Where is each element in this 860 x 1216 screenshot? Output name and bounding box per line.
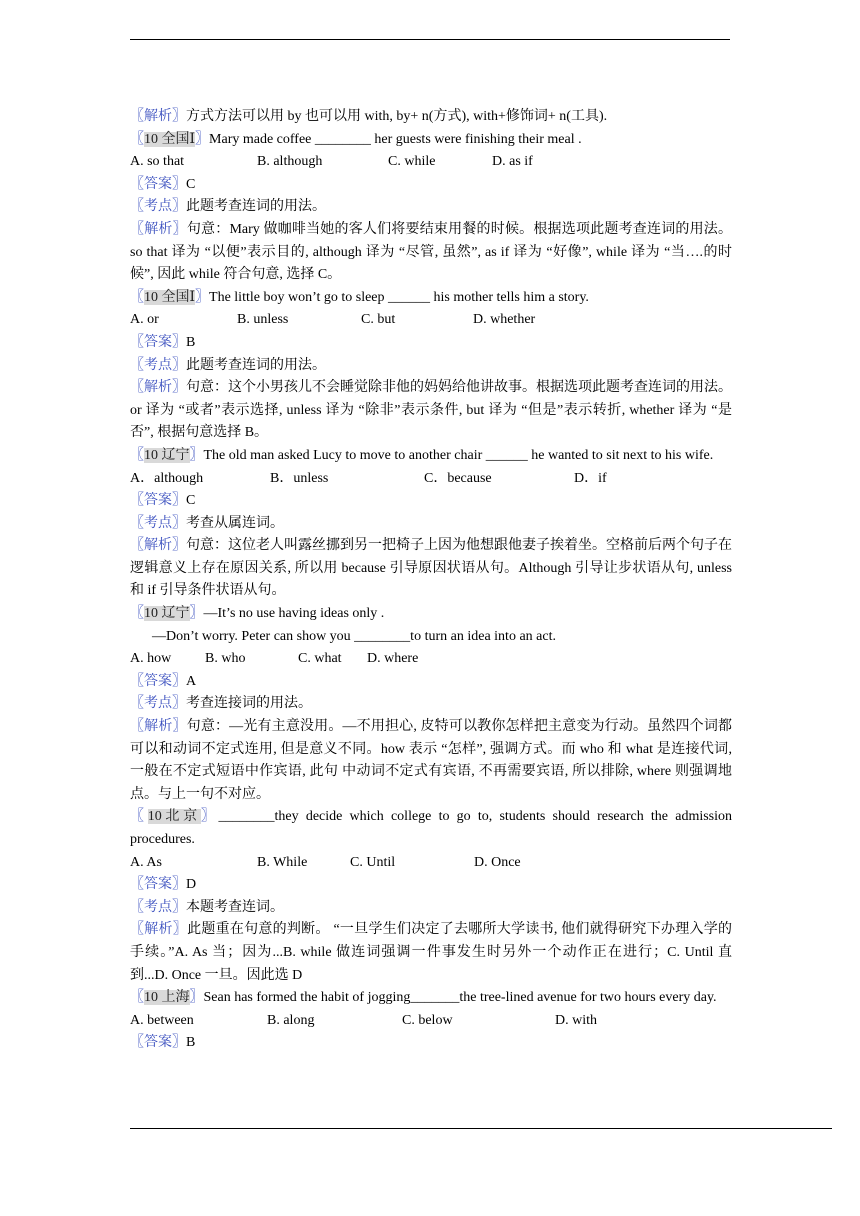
answer-tag: 〖答案〗	[130, 673, 186, 689]
point-text: 此题考查连词的用法。	[186, 199, 326, 215]
options-row	[130, 151, 732, 174]
close-bracket: 〗	[200, 809, 219, 825]
question-source: 10北京	[147, 809, 201, 825]
question	[130, 445, 732, 468]
question-source: 10 全国Ⅰ	[144, 131, 196, 147]
option-a: A. how	[130, 651, 172, 667]
option-d: D. whether	[473, 312, 536, 328]
question-text: The little boy won’t go to sleep ______ his mother tells him a story.	[209, 289, 589, 305]
analysis-text: 句意：这位老人叫露丝挪到另一把椅子上因为他想跟他妻子挨着坐。空格前后两个句子在逻辑意义上存在原因关系, 所以用 because 引导原因状语从句。Although 引导让步状语从句, unless 和 if 引导条件状语从句。	[130, 538, 732, 599]
analysis-line	[130, 219, 732, 287]
option-a: A. so that	[130, 154, 185, 170]
exam-point-line	[130, 897, 732, 920]
document-body	[130, 106, 732, 1055]
analysis-text: 句意：Mary 做咖啡当她的客人们将要结束用餐的时候。根据选项此题考查连词的用法。so that 译为 “以便”表示目的, although 译为 “尽管, 虽然”, as if 译为 “好像”, while 译为 “当….的时候”, 因此 while 符合句意, 选择 C。	[130, 221, 733, 283]
answer-text: B	[186, 334, 196, 350]
question-text: The old man asked Lucy to move to another chair ______ he wanted to sit next to his wife.	[203, 447, 714, 463]
exam-point-line	[130, 513, 732, 536]
analysis-tag: 〖解析〗	[130, 109, 186, 124]
option-a: A. between	[130, 1012, 194, 1028]
open-bracket: 〖	[130, 289, 144, 305]
option-c: C. while	[388, 154, 436, 170]
point-tag: 〖考点〗	[130, 515, 186, 531]
answer-text: C	[186, 493, 196, 509]
open-bracket: 〖	[130, 809, 148, 825]
point-tag: 〖考点〗	[130, 199, 186, 215]
question-source: 10 辽宁	[144, 447, 190, 463]
answer-text: C	[186, 176, 196, 192]
point-text: 考查从属连词。	[186, 515, 284, 531]
analysis-tag: 〖解析〗	[130, 380, 186, 396]
question-source: 10 全国Ⅰ	[144, 289, 196, 305]
question-text: Sean has formed the habit of jogging_______the tree-lined avenue for two hours every day.	[203, 990, 717, 1006]
point-text: 考查连接词的用法。	[186, 696, 312, 712]
option-d: D. as if	[492, 154, 533, 170]
option-d: D．if	[574, 470, 607, 486]
option-b: B. who	[205, 651, 246, 667]
question	[130, 287, 732, 310]
open-bracket: 〖	[130, 131, 144, 147]
options-row	[130, 309, 732, 332]
question-source: 10 上海	[144, 990, 190, 1006]
answer-tag: 〖答案〗	[130, 334, 186, 350]
option-b: B. unless	[237, 312, 289, 328]
close-bracket: 〗	[189, 990, 204, 1006]
analysis-text: 此题重在句意的判断。 “一旦学生们决定了去哪所大学读书, 他们就得研究下办理入学的手续。”A. As 当；因为...B. while 做连词强调一件事发生时另外一个动作正在进行；C. Until 直到...D. Once 一旦。因此选 D	[130, 922, 733, 983]
answer-tag: 〖答案〗	[130, 176, 186, 192]
analysis-line	[130, 106, 732, 129]
point-text: 此题考查连词的用法。	[186, 357, 326, 373]
close-bracket: 〗	[195, 289, 210, 305]
analysis-text: 句意：这个小男孩儿不会睡觉除非他的妈妈给他讲故事。根据选项此题考查连词的用法。or 译为 “或者”表示选择, unless 译为 “除非”表示条件, but 译为 “但是”表示转折, whether 译为 “是否”, 根据句意选择 B。	[130, 380, 732, 441]
option-b: B. although	[257, 154, 323, 170]
analysis-line	[130, 535, 732, 603]
option-c: C．because	[424, 470, 492, 486]
dialog-text: —Don’t worry. Peter can show you ________to turn an idea into an act.	[152, 628, 556, 644]
options-row	[130, 1010, 732, 1033]
option-c: C. Until	[350, 854, 396, 870]
analysis-tag: 〖解析〗	[130, 221, 187, 237]
answer-line	[130, 490, 732, 513]
answer-text: D	[186, 877, 197, 893]
answer-tag: 〖答案〗	[130, 493, 186, 509]
question-text: —It’s no use having ideas only .	[203, 606, 385, 622]
question	[130, 987, 732, 1010]
point-tag: 〖考点〗	[130, 696, 186, 712]
exam-point-line	[130, 196, 732, 219]
option-b: B．unless	[270, 470, 329, 486]
point-tag: 〖考点〗	[130, 899, 186, 915]
option-c: C. but	[361, 312, 396, 328]
answer-line	[130, 671, 732, 694]
footer-rule	[130, 1128, 832, 1129]
close-bracket: 〗	[189, 606, 204, 622]
answer-tag: 〖答案〗	[130, 1035, 186, 1051]
answer-line	[130, 874, 732, 897]
point-tag: 〖考点〗	[130, 357, 186, 373]
option-a: A．although	[130, 470, 204, 486]
option-d: D. Once	[474, 854, 521, 870]
exam-point-line	[130, 693, 732, 716]
open-bracket: 〖	[130, 447, 144, 463]
option-b: B. along	[267, 1012, 315, 1028]
answer-line	[130, 1032, 732, 1055]
dialog-line	[130, 626, 732, 649]
analysis-line	[130, 716, 732, 806]
answer-tag: 〖答案〗	[130, 877, 186, 893]
close-bracket: 〗	[195, 131, 210, 147]
option-b: B. While	[257, 854, 308, 870]
analysis-tag: 〖解析〗	[130, 538, 186, 554]
close-bracket: 〗	[189, 447, 204, 463]
question-source: 10 辽宁	[144, 606, 190, 622]
analysis-tag: 〖解析〗	[130, 719, 187, 735]
analysis-text: 句意：—光有主意没用。—不用担心, 皮特可以教你怎样把主意变为行动。虽然四个词都可以和动词不定式连用, 但是意义不同。how 表示 “怎样”, 强调方式。而 who 和 what 是连接代词, 一般在不定式短语中作宾语, 此句 中动词不定式有宾语, 不再需要宾语, 所以排除, where 则强调地点。与上一句不对应。	[130, 719, 733, 802]
options-row	[130, 468, 732, 491]
open-bracket: 〖	[130, 990, 144, 1006]
option-a: A. or	[130, 312, 159, 328]
question	[130, 603, 732, 626]
question-text: Mary made coffee ________ her guests were finishing their meal .	[209, 131, 582, 147]
exam-point-line	[130, 355, 732, 378]
analysis-line	[130, 919, 732, 987]
question	[130, 129, 732, 152]
option-a: A. As	[130, 854, 162, 870]
header-rule	[130, 39, 730, 40]
point-text: 本题考查连词。	[186, 899, 284, 915]
option-c: C. what	[298, 651, 342, 667]
analysis-tag: 〖解析〗	[130, 922, 188, 938]
answer-text: B	[186, 1035, 196, 1051]
options-row	[130, 852, 732, 875]
answer-line	[130, 332, 732, 355]
open-bracket: 〖	[130, 606, 144, 622]
options-row	[130, 648, 732, 671]
option-c: C. below	[402, 1012, 453, 1028]
analysis-text: 方式方法可以用 by 也可以用 with, by+ n(方式), with+修饰词+ n(工具).	[186, 109, 608, 124]
question	[130, 806, 732, 851]
option-d: D. with	[555, 1012, 597, 1028]
answer-text: A	[186, 673, 197, 689]
question-text: ________they decide which college to go to, students should research the admission procedures.	[130, 809, 733, 847]
option-d: D. where	[367, 651, 419, 667]
answer-line	[130, 174, 732, 197]
analysis-line	[130, 377, 732, 445]
